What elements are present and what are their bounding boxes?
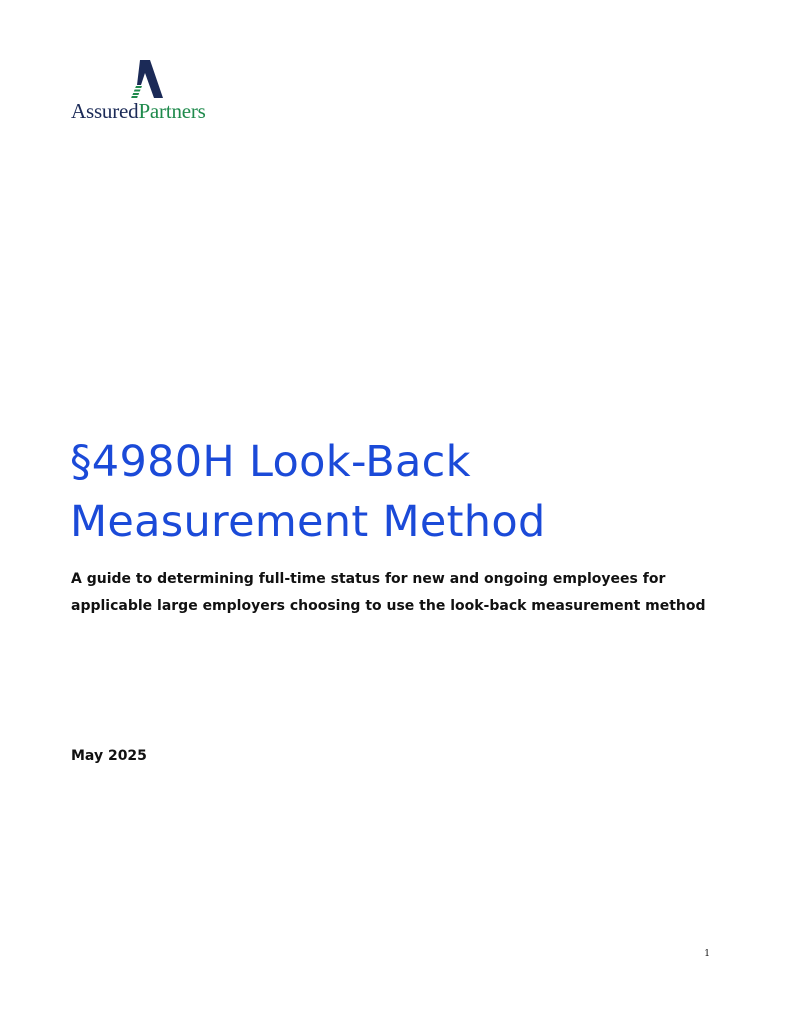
document-subtitle: A guide to determining full-time status for new and ongoing employees for applicable large employers choosing to use the look-back measurement method	[71, 571, 706, 614]
publication-date: May 2025	[71, 748, 147, 764]
logo-word-partners: Partners	[138, 99, 206, 123]
logo-word-assured: Assured	[71, 99, 139, 123]
page-number: 1	[704, 949, 710, 959]
company-logo	[71, 60, 231, 124]
assured-partners-a-mark-icon	[127, 60, 163, 98]
title-line-2: Measurement Method	[70, 497, 546, 547]
logo-wordmark	[71, 99, 206, 123]
title-line-1: §4980H Look-Back	[70, 437, 471, 487]
document-title	[70, 432, 750, 552]
